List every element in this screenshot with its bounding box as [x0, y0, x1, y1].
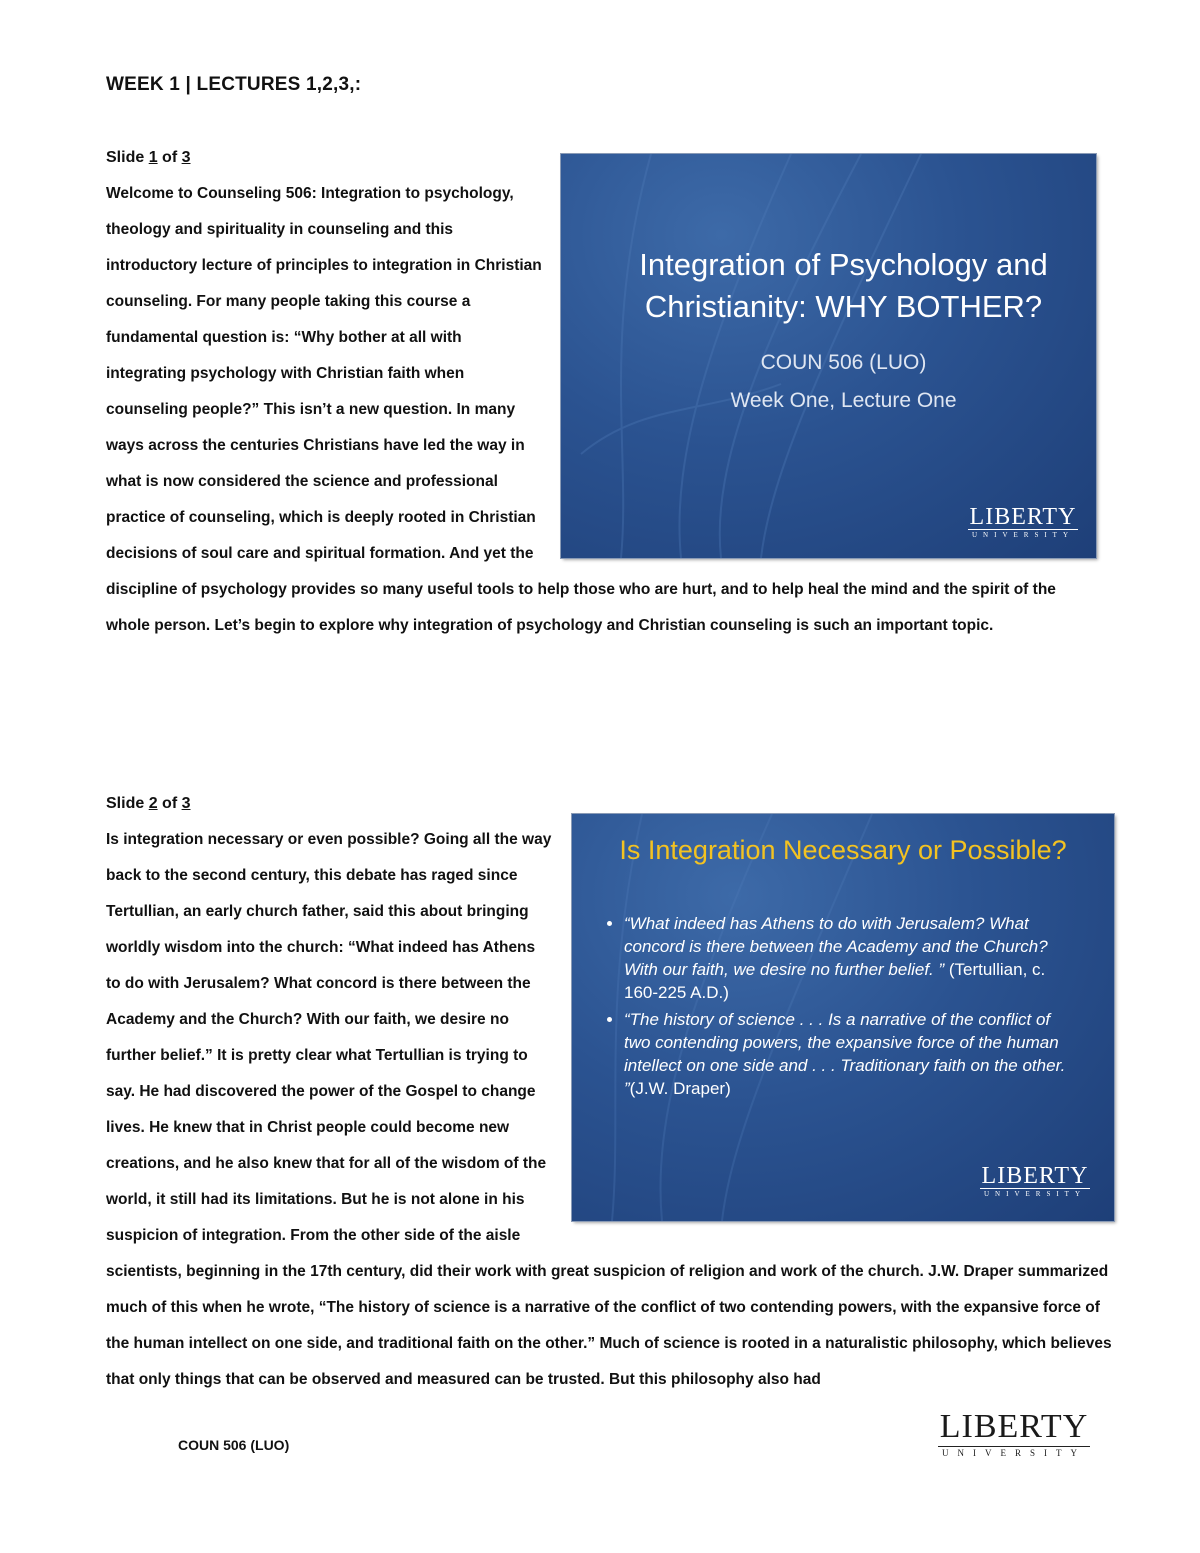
slide-section-2 [106, 792, 1114, 1398]
slide-course: COUN 506 (LUO) [760, 351, 927, 374]
slide-title: Integration of Psychology and Christianity: WHY BOTHER? [639, 247, 1048, 324]
footer-course: COUN 506 (LUO) [178, 1437, 290, 1453]
page-heading: WEEK 1 | LECTURES 1,2,3,: [106, 74, 362, 95]
slide-label-of: of [157, 149, 182, 166]
logo-wordmark: LIBERTY [981, 1163, 1089, 1189]
slide-subtitle [561, 344, 1096, 420]
liberty-logo [980, 1164, 1090, 1199]
lecture-paragraph: Welcome to Counseling 506: Integration to psychology, theology and spirituality in counseling and this introductory lecture of principles to integration in Christian counseling. For many people taking this course a fundamental question is: “Why bother at all with integrating psychology with Christian faith when counseling people?” This isn’t a new question. In many ways across the centuries Christians have led the way in what is now considered the science and professional practice of counseling, which is deeply rooted in Christian decisions of soul care and spiritual formation. And yet the discipline of psychology provides so many useful tools to help those who are hurt, and to help heal the mind and the spirit of the whole person. Let’s begin to explore why integration of psychology and Christian counseling is such an important topic. [106, 185, 1056, 634]
slide-total: 3 [181, 795, 191, 812]
slide-bullets [602, 912, 1074, 1104]
lecture-paragraph: Is integration necessary or even possible? Going all the way back to the second century, this debate has raged since Tertullian, an early church father, said this about bringing worldly wisdom into the church: “What indeed has Athens to do with Jerusalem? What concord is there between the Academy and the Church? With our faith, we desire no further belief.” It is pretty clear what Tertullian is trying to say. He had discovered the power of the Gospel to change lives. He knew that in Christ people could become new creations, and he also knew that for all of the wisdom of the world, it still had its limitations. But he is not alone in his suspicion of integration. From the other side of the aisle scientists, beginning in the 17th century, did their work with great suspicion of religion and work of the church. J.W. Draper summarized much of this when he wrote, “The history of science is a narrative of the conflict of two contending powers, with the expansive force of the human intellect on one side, and traditional faith on the other.” Much of science is rooted in a naturalistic philosophy, which believes that only things that can be observed and measured can be trusted. But this philosophy also had [106, 831, 1112, 1388]
bullet-quote: “The history of science . . . Is a narrative of the conflict of two contending powers, the expansive force of the human intellect on one side and . . . Traditionary faith on the other. ” [624, 1010, 1066, 1098]
slide-section-1 [106, 146, 1096, 644]
logo-subtext: UNIVERSITY [980, 1188, 1090, 1199]
logo-subtext: UNIVERSITY [968, 529, 1078, 540]
slide-label-prefix: Slide [106, 795, 149, 812]
logo-subtext: UNIVERSITY [938, 1446, 1090, 1460]
slide-total: 3 [181, 149, 191, 166]
slide-number: 2 [148, 795, 158, 812]
slide-lecture: Week One, Lecture One [730, 389, 957, 412]
bullet-quote: “What indeed has Athens to do with Jerusalem? What concord is there between the Academy and the Church? With our faith, we desire no further belief. ” [624, 914, 1048, 979]
slide-thumbnail [572, 814, 1114, 1221]
bullet-citation: (J.W. Draper) [629, 1079, 731, 1098]
footer-liberty-logo [938, 1410, 1090, 1460]
slide-title: Is Integration Necessary or Possible? [619, 835, 1067, 865]
liberty-logo [968, 505, 1078, 540]
slide-number: 1 [148, 149, 158, 166]
logo-wordmark: LIBERTY [969, 504, 1077, 530]
slide-label-prefix: Slide [106, 149, 149, 166]
slide-thumbnail [561, 154, 1096, 558]
logo-wordmark: LIBERTY [939, 1408, 1089, 1445]
slide-bullet [624, 912, 1074, 1004]
slide-label-of: of [157, 795, 182, 812]
slide-bullet [624, 1008, 1074, 1100]
bullet-citation: (Tertullian, c. 160-225 A.D.) [624, 960, 1046, 1002]
